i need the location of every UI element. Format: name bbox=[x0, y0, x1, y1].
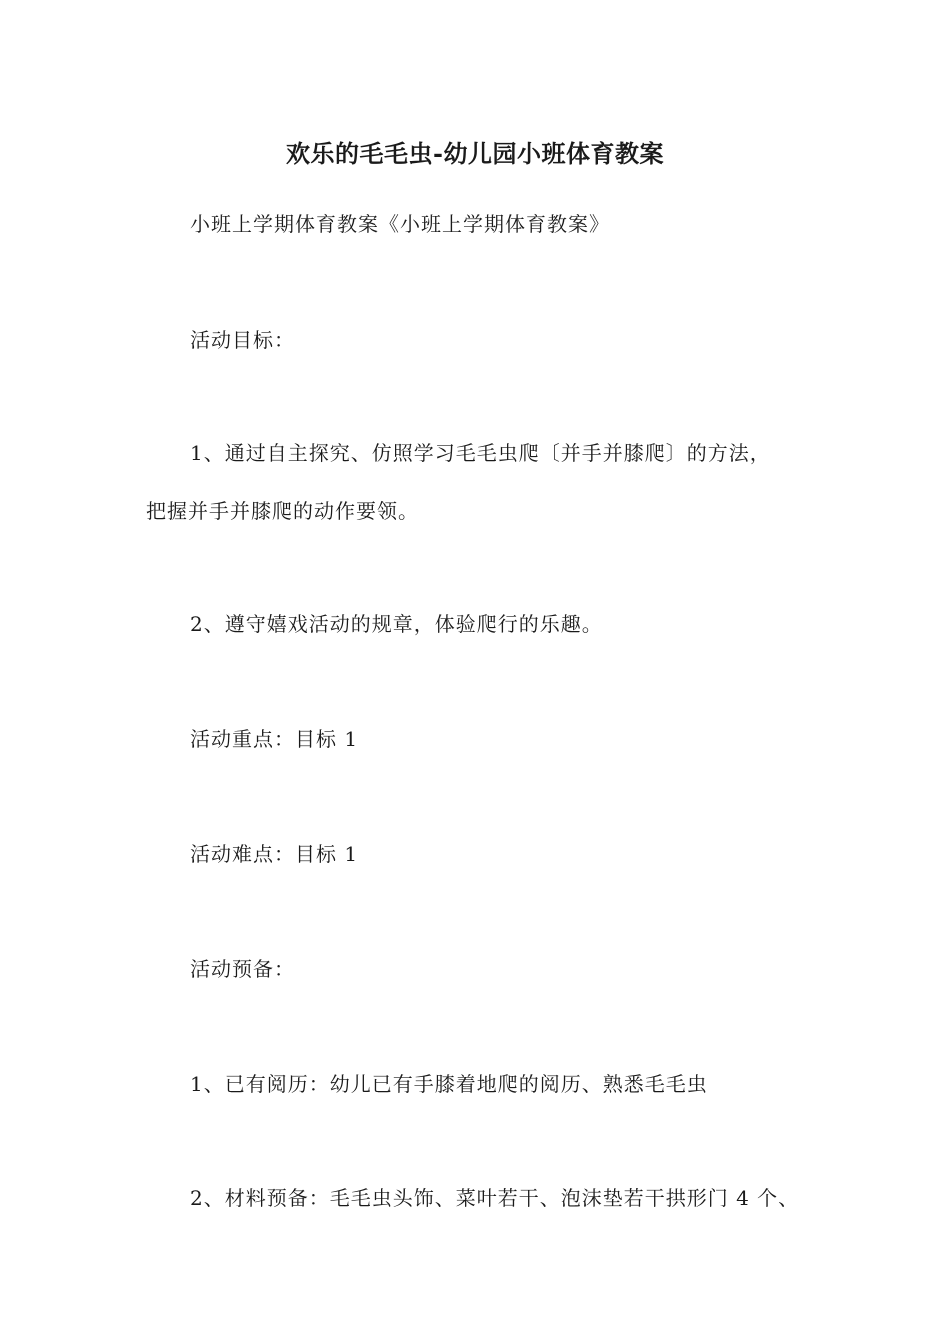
preparation-item-1: 1、已有阅历：幼儿已有手膝着地爬的阅历、熟悉毛毛虫 bbox=[190, 1072, 708, 1096]
preparation-item-2: 2、材料预备：毛毛虫头饰、菜叶若干、泡沫垫若干拱形门 4 个、 bbox=[190, 1186, 800, 1210]
document-title: 欢乐的毛毛虫-幼儿园小班体育教案 bbox=[286, 139, 664, 168]
key-point-line: 活动重点：目标 1 bbox=[190, 727, 359, 751]
section-heading-goals: 活动目标： bbox=[190, 328, 295, 352]
goal-item-1: 1、通过自主探究、仿照学习毛毛虫爬〔并手并膝爬〕的方法， bbox=[190, 441, 771, 465]
subtitle-line: 小班上学期体育教案《小班上学期体育教案》 bbox=[190, 212, 610, 236]
goal-item-2: 2、遵守嬉戏活动的规章，体验爬行的乐趣。 bbox=[190, 612, 603, 636]
section-heading-preparation: 活动预备： bbox=[190, 957, 295, 981]
goal-item-1-continued: 把握并手并膝爬的动作要领。 bbox=[146, 499, 419, 523]
difficulty-line: 活动难点：目标 1 bbox=[190, 842, 359, 866]
